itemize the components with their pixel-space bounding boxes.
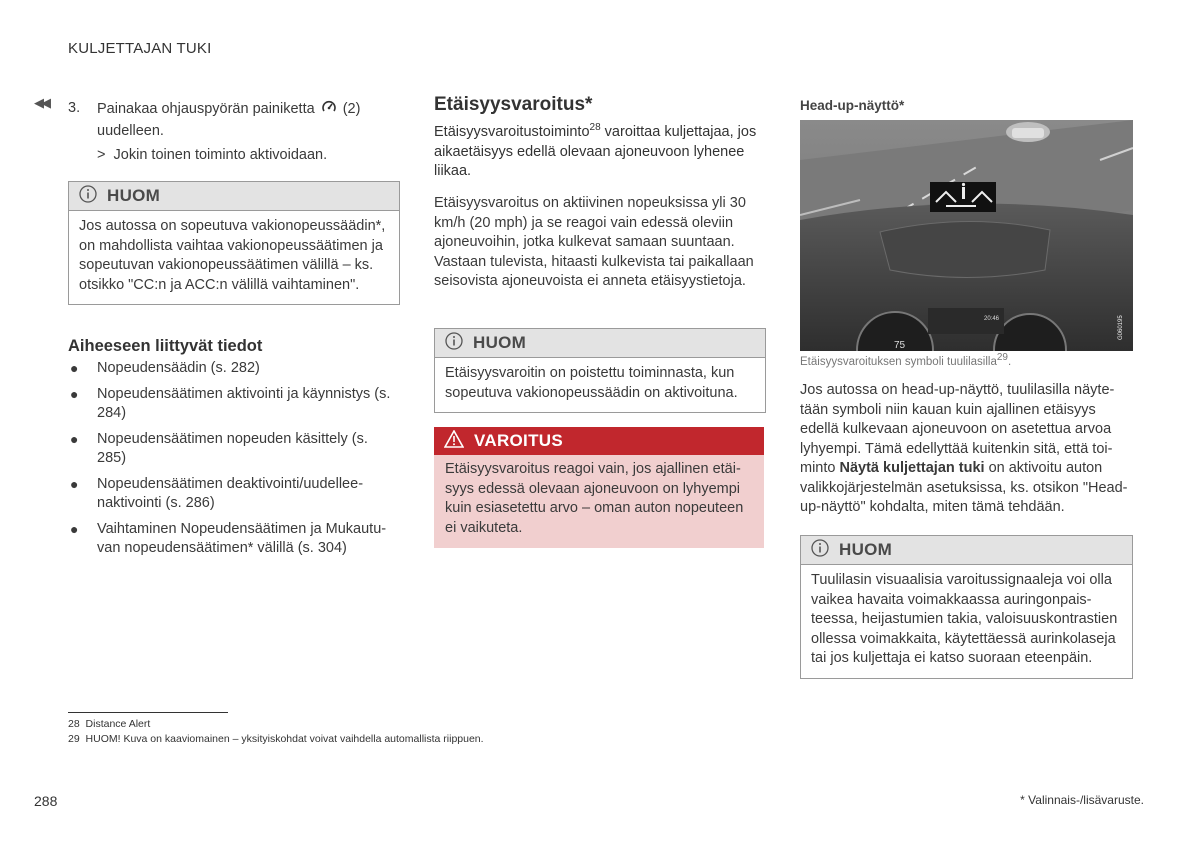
related-info-list (68, 359, 398, 565)
step-result (97, 146, 398, 166)
related-link-5[interactable] (68, 520, 398, 559)
step-text: Painakaa ohjauspyörän painiketta (97, 101, 315, 117)
related-link-3[interactable] (68, 430, 398, 469)
footnote-29 (68, 733, 484, 745)
warning-box (434, 427, 764, 548)
note-title: HUOM (839, 540, 893, 559)
bullet-icon: ● (70, 475, 79, 492)
hud-title: Head-up-näyttö* (800, 98, 905, 113)
related-link-text: Vaihtaminen Nopeudensäätimen ja Mukautuvan nopeudensäätimen* välillä (s. 304) (97, 520, 387, 556)
page-number: 288 (34, 793, 58, 809)
related-info-title: Aiheeseen liittyvät tiedot (68, 337, 263, 355)
note-title: HUOM (473, 333, 527, 352)
warning-header (434, 427, 764, 455)
hud-para-text: Jos autossa on head-up-näyttö, tuulilasilla näytetään symboli niin kauan kuin ajallinen etäisyys edellä kulkevaan ajoneuvoon on asetettua arvoa lyhyempi. Tämä edellyttää kuitenkin sitä, että toiminto (800, 382, 1115, 476)
bullet-icon: ● (70, 430, 79, 447)
related-link-text: Nopeudensäätimen aktivointi ja käynnistys (s. 284) (97, 385, 391, 421)
warning-title: VAROITUS (474, 431, 563, 450)
info-icon (79, 185, 97, 208)
hud-paragraph (800, 381, 1132, 518)
related-link-text: Nopeudensäädin (s. 282) (97, 360, 260, 376)
bullet-icon: ● (70, 360, 79, 376)
note-body: Jos autossa on sopeutuva vakionopeussäädin*, on mahdollista vaihtaa vakionopeussäätimen ja sopeutuvan vakionopeussäätimen välillä – ks. otsikko "CC:n ja ACC:n välillä vaihtaminen". (79, 218, 386, 293)
bullet-icon: ● (70, 520, 79, 537)
back-arrow-icon[interactable]: ◀◀ (34, 95, 48, 110)
optional-equipment-note: * Valinnais-/lisävaruste. (1020, 793, 1144, 807)
note-box-visibility (800, 535, 1133, 679)
steering-wheel-speed-icon (321, 99, 337, 122)
note-box-cruise (68, 181, 400, 305)
hud-illustration (800, 120, 1133, 351)
related-link-text: Nopeudensäätimen nopeuden käsittely (s. 285) (97, 430, 368, 466)
note-header (435, 329, 765, 358)
footnote-number: 28 (68, 718, 80, 730)
caption-text: Etäisyysvaroituksen symboli tuulilasilla (800, 356, 997, 368)
footnote-text: Distance Alert (85, 718, 151, 730)
section-paragraph: Etäisyysvaroitus on aktiivinen nopeuksissa yli 30 km/h (20 mph) ja se reagoi vain edessä oleviin ajoneuvoihin, jotka kulkevat samaan suuntaan. Vastaan tulevista, hitaasti kulkevista tai paikallaan seisovista ajoneuvoista ei anneta etäisyystietoja. (434, 195, 754, 289)
result-text: Jokin toinen toiminto aktivoidaan. (113, 147, 328, 163)
warning-triangle-icon (444, 430, 464, 453)
note-title: HUOM (107, 186, 161, 205)
note-header (69, 182, 399, 211)
footnote-28 (68, 718, 150, 730)
hud-para-text-end: on aktivoitu auton valikkojärjestelmän asetuksissa, ks. otsikon "Head-up-näyttö" kohdalta, miten tämä tehdään. (800, 460, 1128, 515)
image-code: G060195 (1118, 315, 1124, 340)
clock-readout: 20:46 (984, 316, 1000, 322)
speed-readout: 75 (894, 340, 906, 351)
footnote-text: HUOM! Kuva on kaaviomainen – yksityiskohdat voivat vaihdella automallista riippuen. (85, 733, 484, 745)
info-icon (445, 332, 463, 355)
related-link-1[interactable] (68, 359, 398, 379)
page-header: KULJETTAJAN TUKI (68, 40, 212, 57)
intro-text: Etäisyysvaroitustoiminto (434, 124, 590, 140)
section-intro (434, 123, 764, 182)
intro-text-end: varoittaa kuljettajaa, jos aikaetäisyys edellä olevaan ajoneuvoon lyhenee liikaa. (434, 124, 757, 179)
warning-body: Etäisyysvaroitus reagoi vain, jos ajallinen etäisyys edessä olevaan ajoneuvoon on lyhyempi kuin esiasetettu arvo – oman auton nopeuteen ei vaikuteta. (434, 455, 764, 548)
step-text-end: (2) uudelleen. (97, 101, 361, 139)
step-number: 3. (68, 100, 81, 116)
result-marker: > (97, 147, 106, 163)
note-body: Tuulilasin visuaalisia varoitussignaaleja voi olla vaikea havaita voimakkaassa auringonpaisteessa, heijastumien takia, valoisuuskontrastien ollessa voimakkaita, käytettäessä aurinkolaseja tai jos kuljettaja ei katso suoraan eteenpäin. (811, 572, 1118, 666)
menu-option-name: Näytä kuljettajan tuki (839, 460, 985, 476)
note-box-distance (434, 328, 766, 413)
footnote-number: 29 (68, 733, 80, 745)
related-link-4[interactable] (68, 475, 398, 514)
note-header (801, 536, 1132, 565)
section-title: Etäisyysvaroitus* (434, 94, 593, 115)
note-body: Etäisyysvaroitin on poistettu toiminnasta, kun sopeutuva vakionopeussäädin on aktivoituna. (445, 365, 738, 401)
footnote-ref-28[interactable]: 28 (589, 122, 601, 134)
related-link-2[interactable] (68, 385, 398, 424)
step-3 (68, 99, 398, 166)
related-link-text: Nopeudensäätimen deaktivointi/uudelleenaktivointi (s. 286) (97, 475, 364, 511)
footnote-ref-29[interactable]: 29 (996, 352, 1008, 364)
info-icon (811, 539, 829, 562)
footnote-divider (68, 712, 228, 713)
caption-end: . (1007, 356, 1012, 368)
image-caption (800, 352, 1012, 368)
bullet-icon: ● (70, 385, 79, 402)
